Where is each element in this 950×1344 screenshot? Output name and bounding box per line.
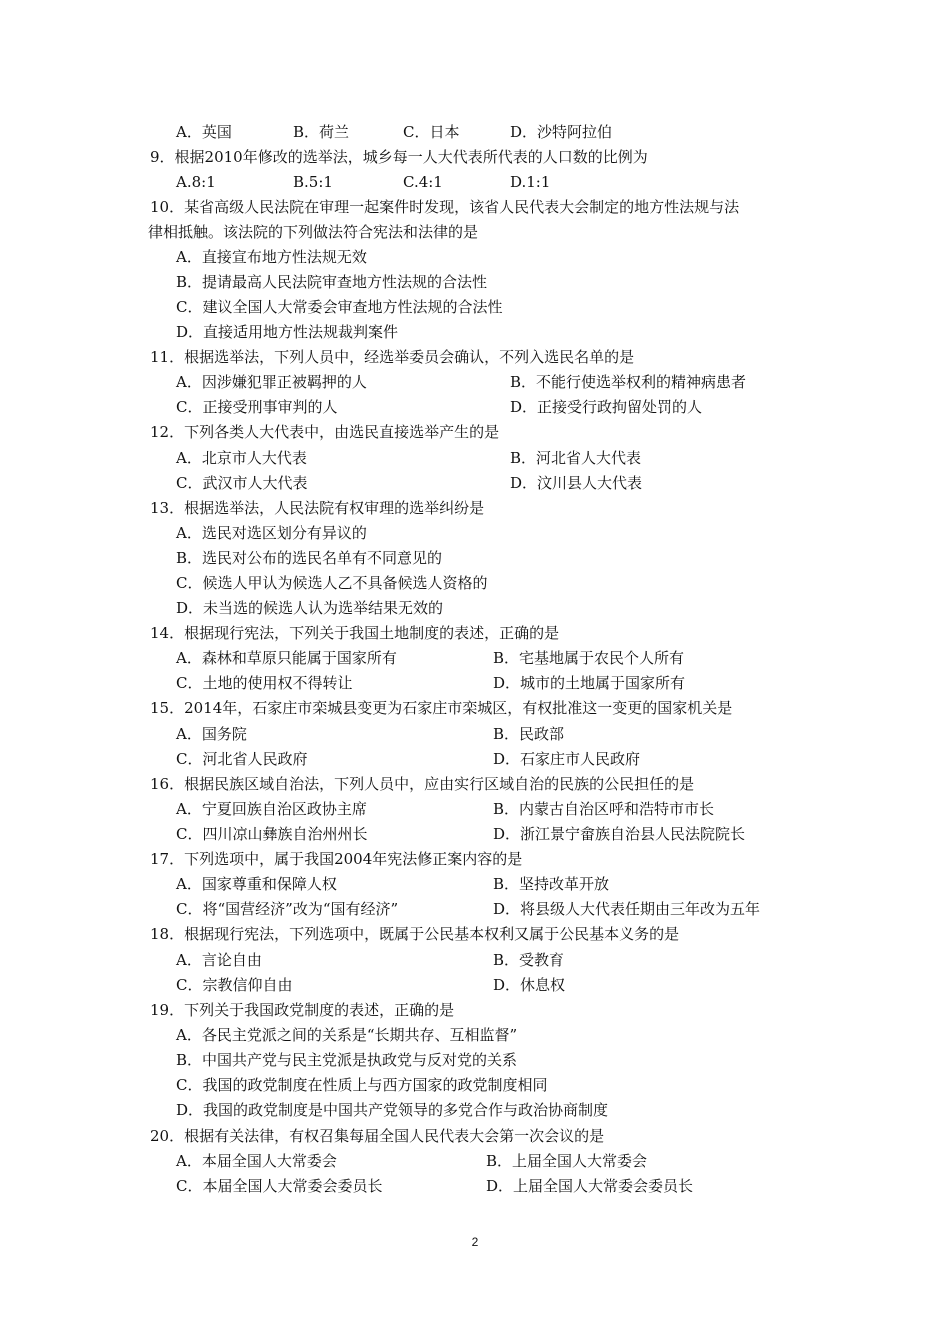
option-b: B．受教育 (493, 951, 565, 969)
option-d: D．石家庄市人民政府 (493, 750, 641, 768)
option-b: B．坚持改革开放 (493, 875, 610, 893)
option-d: D.1:1 (510, 173, 551, 191)
option-d: D．将县级人大代表任期由三年改为五年 (493, 900, 761, 918)
option-b: B．选民对公布的选民名单有不同意见的 (176, 549, 443, 567)
option-a: A．森林和草原只能属于国家所有 (176, 649, 397, 667)
option-a: A．选民对选区划分有异议的 (176, 524, 367, 542)
question-stem: 15．2014年，石家庄市栾城县变更为石家庄市栾城区，有权批准这一变更的国家机关是 (150, 699, 733, 717)
question-stem: 10．某省高级人民法院在审理一起案件时发现，该省人民代表大会制定的地方性法规与法 (150, 198, 740, 216)
option-c: C．本届全国人大常委会委员长 (176, 1177, 383, 1195)
option-c: C．将“国营经济”改为“国有经济” (176, 900, 399, 918)
option-c: C．正接受刑事审判的人 (176, 398, 338, 416)
question-stem: 11．根据选举法，下列人员中，经选举委员会确认，不列入选民名单的是 (150, 348, 635, 366)
option-b: B.5:1 (293, 173, 333, 191)
question-stem: 19．下列关于我国政党制度的表述，正确的是 (150, 1001, 455, 1019)
option-c: C．武汉市人大代表 (176, 474, 308, 492)
option-b: B．内蒙古自治区呼和浩特市市长 (493, 800, 715, 818)
option-b: B．中国共产党与民主党派是执政党与反对党的关系 (176, 1051, 518, 1069)
question-stem: 18．根据现行宪法，下列选项中，既属于公民基本权利又属于公民基本义务的是 (150, 925, 680, 943)
option-a: A．英国 (176, 123, 232, 141)
option-d: D．休息权 (493, 976, 566, 994)
question-stem: 16．根据民族区域自治法，下列人员中，应由实行区域自治的民族的公民担任的是 (150, 775, 695, 793)
option-a: A．北京市人大代表 (176, 449, 307, 467)
option-c: C．宗教信仰自由 (176, 976, 293, 994)
option-a: A．国家尊重和保障人权 (176, 875, 337, 893)
option-c: C．建议全国人大常委会审查地方性法规的合法性 (176, 298, 503, 316)
question-stem: 9．根据2010年修改的选举法，城乡每一人大代表所代表的人口数的比例为 (150, 148, 648, 166)
option-d: D．上届全国人大常委会委员长 (486, 1177, 694, 1195)
option-c: C．河北省人民政府 (176, 750, 308, 768)
option-c: C．土地的使用权不得转让 (176, 674, 353, 692)
option-d: D．浙江景宁畲族自治县人民法院院长 (493, 825, 746, 843)
option-b: B．提请最高人民法院审查地方性法规的合法性 (176, 273, 488, 291)
option-b: B．上届全国人大常委会 (486, 1152, 648, 1170)
question-stem: 14．根据现行宪法，下列关于我国土地制度的表述，正确的是 (150, 624, 560, 642)
option-a: A．本届全国人大常委会 (176, 1152, 337, 1170)
option-d: D．沙特阿拉伯 (510, 123, 613, 141)
option-d: D．直接适用地方性法规裁判案件 (176, 323, 399, 341)
option-b: B．不能行使选举权利的精神病患者 (510, 373, 747, 391)
option-a: A．言论自由 (176, 951, 262, 969)
option-c: C．我国的政党制度在性质上与西方国家的政党制度相同 (176, 1076, 548, 1094)
option-b: B．民政部 (493, 725, 565, 743)
option-d: D．我国的政党制度是中国共产党领导的多党合作与政治协商制度 (176, 1101, 609, 1119)
option-a: A．各民主党派之间的关系是“长期共存、互相监督” (176, 1026, 518, 1044)
option-a: A．因涉嫌犯罪正被羁押的人 (176, 373, 367, 391)
option-d: D．未当选的候选人认为选举结果无效的 (176, 599, 444, 617)
question-stem-continued: 律相抵触。该法院的下列做法符合宪法和法律的是 (148, 223, 479, 241)
option-a: A．宁夏回族自治区政协主席 (176, 800, 367, 818)
option-d: D．城市的土地属于国家所有 (493, 674, 686, 692)
question-stem: 13．根据选举法，人民法院有权审理的选举纠纷是 (150, 499, 485, 517)
page-number: 2 (471, 1235, 479, 1249)
option-d: D．正接受行政拘留处罚的人 (510, 398, 703, 416)
option-a: A．直接宣布地方性法规无效 (176, 248, 367, 266)
option-c: C.4:1 (403, 173, 443, 191)
option-a: A．国务院 (176, 725, 247, 743)
option-b: B．河北省人大代表 (510, 449, 642, 467)
option-b: B．宅基地属于农民个人所有 (493, 649, 685, 667)
option-c: C．四川凉山彝族自治州州长 (176, 825, 368, 843)
option-b: B．荷兰 (293, 123, 350, 141)
question-stem: 12．下列各类人大代表中，由选民直接选举产生的是 (150, 423, 500, 441)
question-stem: 20．根据有关法律，有权召集每届全国人民代表大会第一次会议的是 (150, 1127, 605, 1145)
option-c: C．日本 (403, 123, 460, 141)
option-c: C．候选人甲认为候选人乙不具备候选人资格的 (176, 574, 488, 592)
question-stem: 17．下列选项中，属于我国2004年宪法修正案内容的是 (150, 850, 523, 868)
option-a: A.8:1 (176, 173, 216, 191)
option-d: D．汶川县人大代表 (510, 474, 643, 492)
